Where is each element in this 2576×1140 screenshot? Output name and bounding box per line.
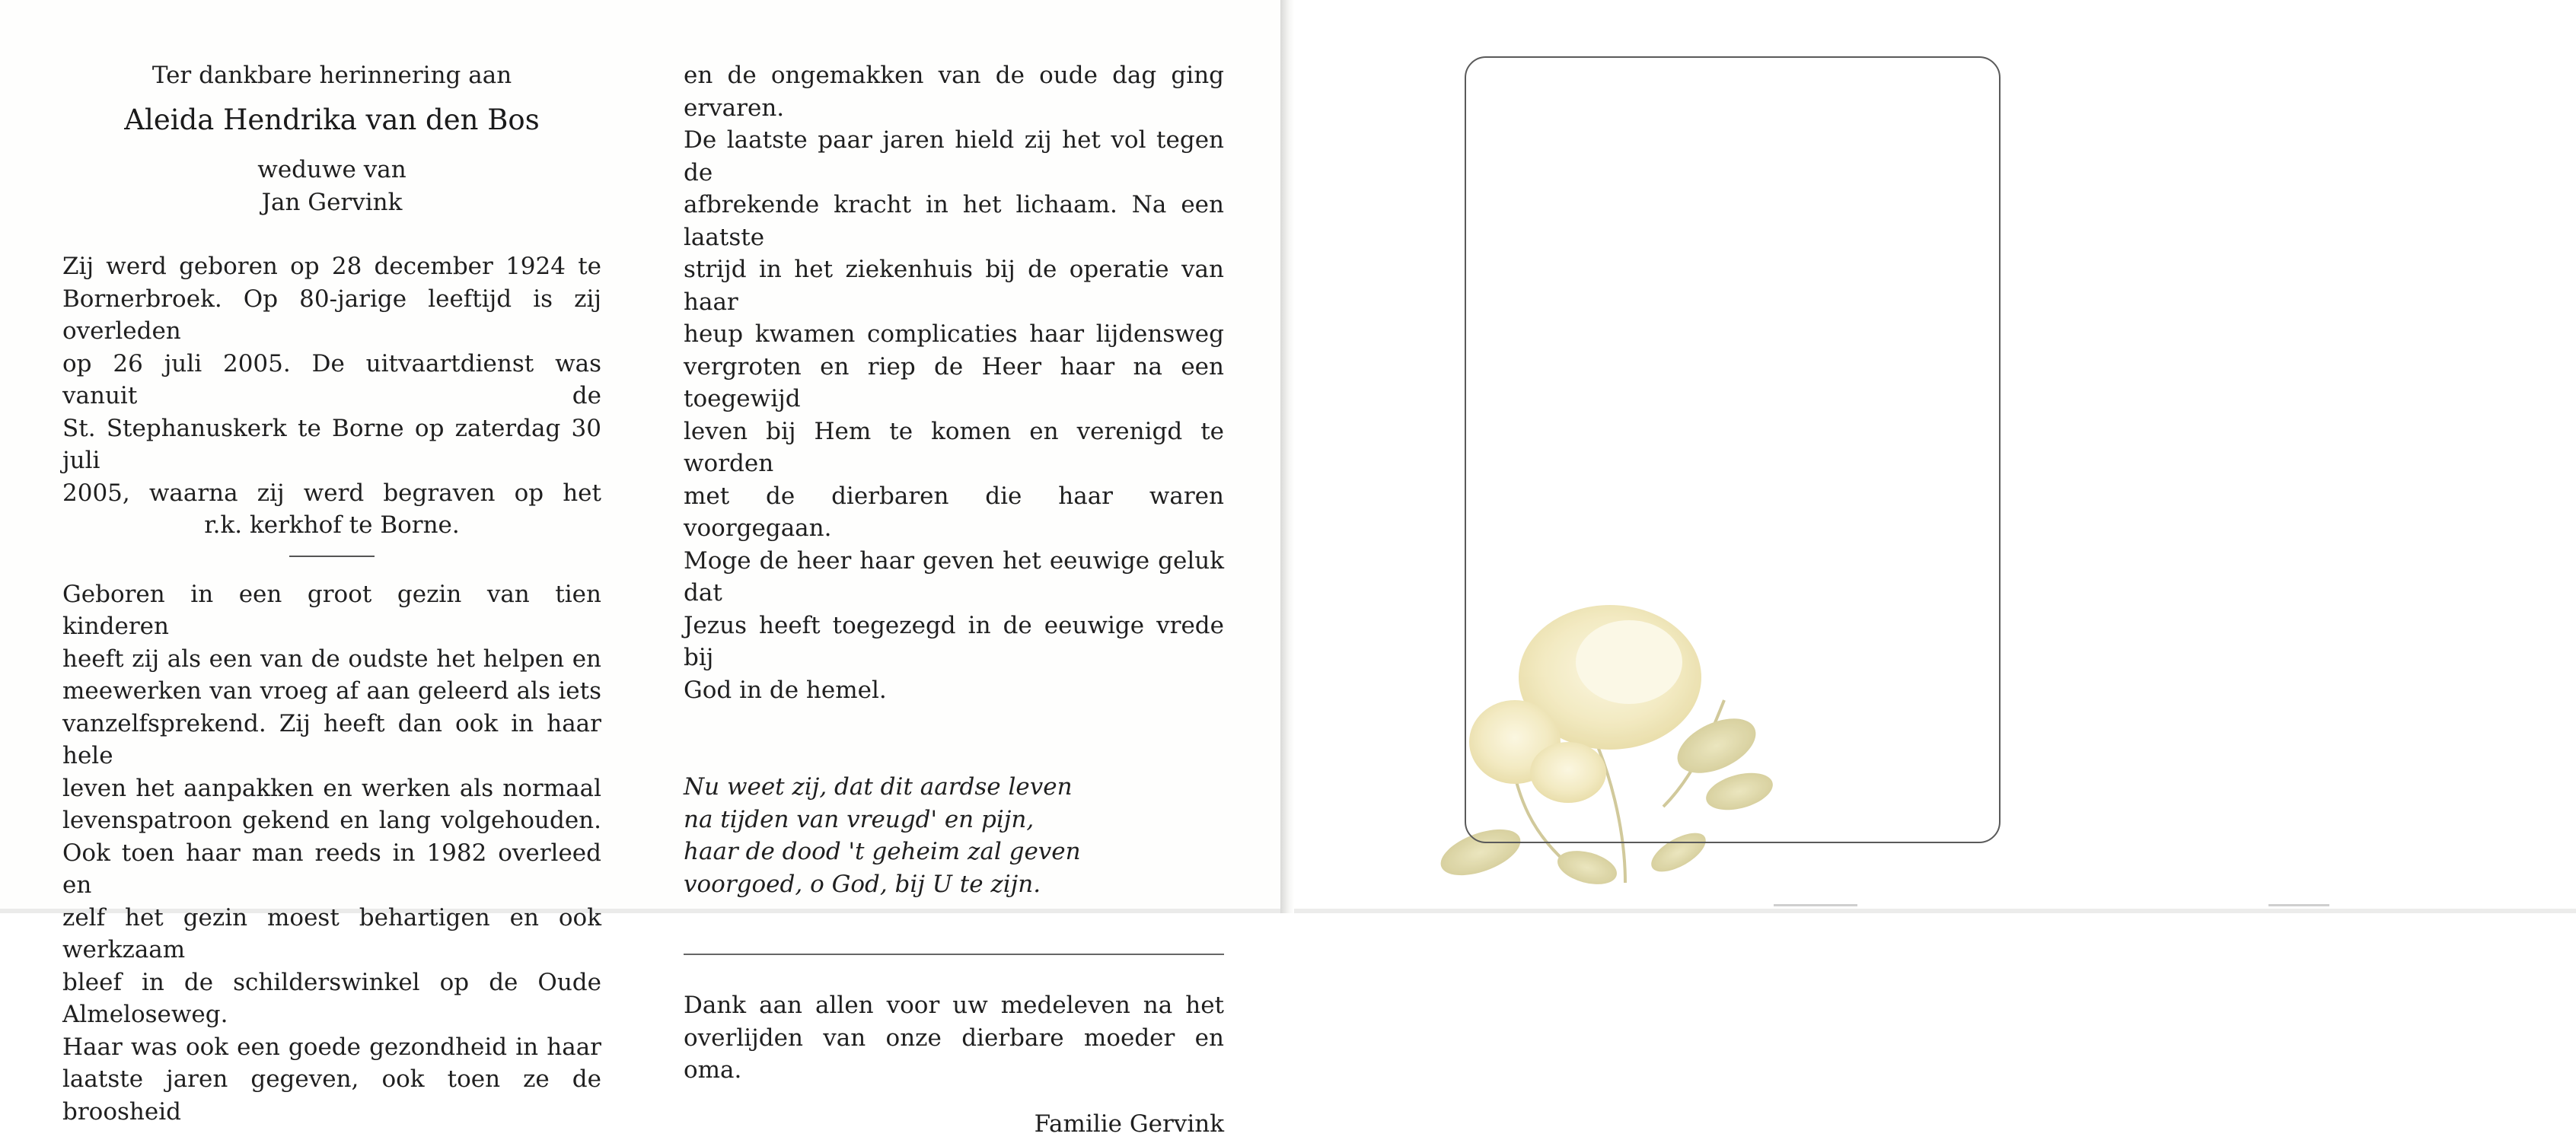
text-line: God in de hemel. — [684, 674, 1224, 707]
intro-line: Ter dankbare herinnering aan — [62, 59, 601, 91]
poem-line: voorgoed, o God, bij U te zijn. — [684, 868, 1224, 901]
poem — [684, 771, 1224, 900]
continued-text-block — [684, 59, 1224, 706]
text-line: en de ongemakken van de oude dag ging — [684, 59, 1224, 92]
story-line: levenspatroon gekend en lang volgehouden. — [62, 804, 601, 837]
story-line: Almeloseweg. — [62, 998, 601, 1031]
biography-block — [62, 250, 601, 542]
card-fold — [1280, 0, 1294, 913]
bottom-mark — [2268, 904, 2329, 906]
story-line: laatste jaren gegeven, ook toen ze de broosheid — [62, 1063, 601, 1128]
text-line: Moge de heer haar geven het eeuwige geluk dat — [684, 545, 1224, 610]
poem-line: na tijden van vreugd' en pijn, — [684, 804, 1224, 836]
text-line: leven bij Hem te komen en verenigd te worden — [684, 416, 1224, 480]
story-line: leven het aanpakken en werken als normaal — [62, 772, 601, 805]
story-line: bleef in de schilderswinkel op de Oude — [62, 966, 601, 999]
bio-line: St. Stephanuskerk te Borne op zaterdag 30 juli — [62, 412, 601, 477]
text-line: Jezus heeft toegezegd in de eeuwige vrede bij — [684, 610, 1224, 674]
photo-frame — [1465, 56, 2001, 843]
bio-line: Zij werd geboren op 28 december 1924 te — [62, 250, 601, 283]
family-signature: Familie Gervink — [684, 1108, 1224, 1140]
bio-line: op 26 juli 2005. De uitvaartdienst was vanuit de — [62, 348, 601, 412]
poem-line: Nu weet zij, dat dit aardse leven — [684, 771, 1224, 804]
text-line: met de dierbaren die haar waren voorgegaan. — [684, 480, 1224, 545]
thanks-line: overlijden van onze dierbare moeder en oma. — [684, 1022, 1224, 1087]
bio-line: 2005, waarna zij werd begraven op het — [62, 477, 601, 510]
bio-line-last: r.k. kerkhof te Borne. — [62, 509, 601, 542]
text-line: afbrekende kracht in het lichaam. Na een laatste — [684, 189, 1224, 253]
bio-line: Bornerbroek. Op 80-jarige leeftijd is zij overleden — [62, 283, 601, 348]
story-line: Geboren in een groot gezin van tien kinderen — [62, 578, 601, 643]
story-line: zelf het gezin moest behartigen en ook werkzaam — [62, 902, 601, 966]
thanks-line: Dank aan allen voor uw medeleven na het — [684, 989, 1224, 1022]
bottom-mark — [1774, 904, 1857, 906]
text-line: ervaren. — [684, 92, 1224, 125]
story-line: Ook toen haar man reeds in 1982 overleed en — [62, 837, 601, 902]
text-line: strijd in het ziekenhuis bij de operatie van haar — [684, 253, 1224, 318]
deceased-name: Aleida Hendrika van den Bos — [62, 102, 601, 139]
story-line: Haar was ook een goede gezondheid in haar — [62, 1031, 601, 1064]
poem-line: haar de dood 't geheim zal geven — [684, 836, 1224, 868]
thanks-block — [684, 989, 1224, 1087]
husband-name: Jan Gervink — [62, 186, 601, 219]
life-story-block — [62, 578, 601, 1129]
short-divider — [289, 556, 375, 557]
story-line: meewerken van vroeg af aan geleerd als iets — [62, 675, 601, 708]
right-text-column — [684, 59, 1224, 1140]
story-line: heeft zij als een van de oudste het helpen en — [62, 643, 601, 676]
widow-of-line: weduwe van — [62, 154, 601, 186]
left-text-column — [62, 59, 601, 1128]
text-line: heup kwamen complicaties haar lijdensweg — [684, 318, 1224, 351]
long-divider — [684, 954, 1224, 955]
story-line: vanzelfsprekend. Zij heeft dan ook in haar hele — [62, 708, 601, 772]
text-line: vergroten en riep de Heer haar na een toegewijd — [684, 351, 1224, 416]
text-line: De laatste paar jaren hield zij het vol tegen de — [684, 124, 1224, 189]
